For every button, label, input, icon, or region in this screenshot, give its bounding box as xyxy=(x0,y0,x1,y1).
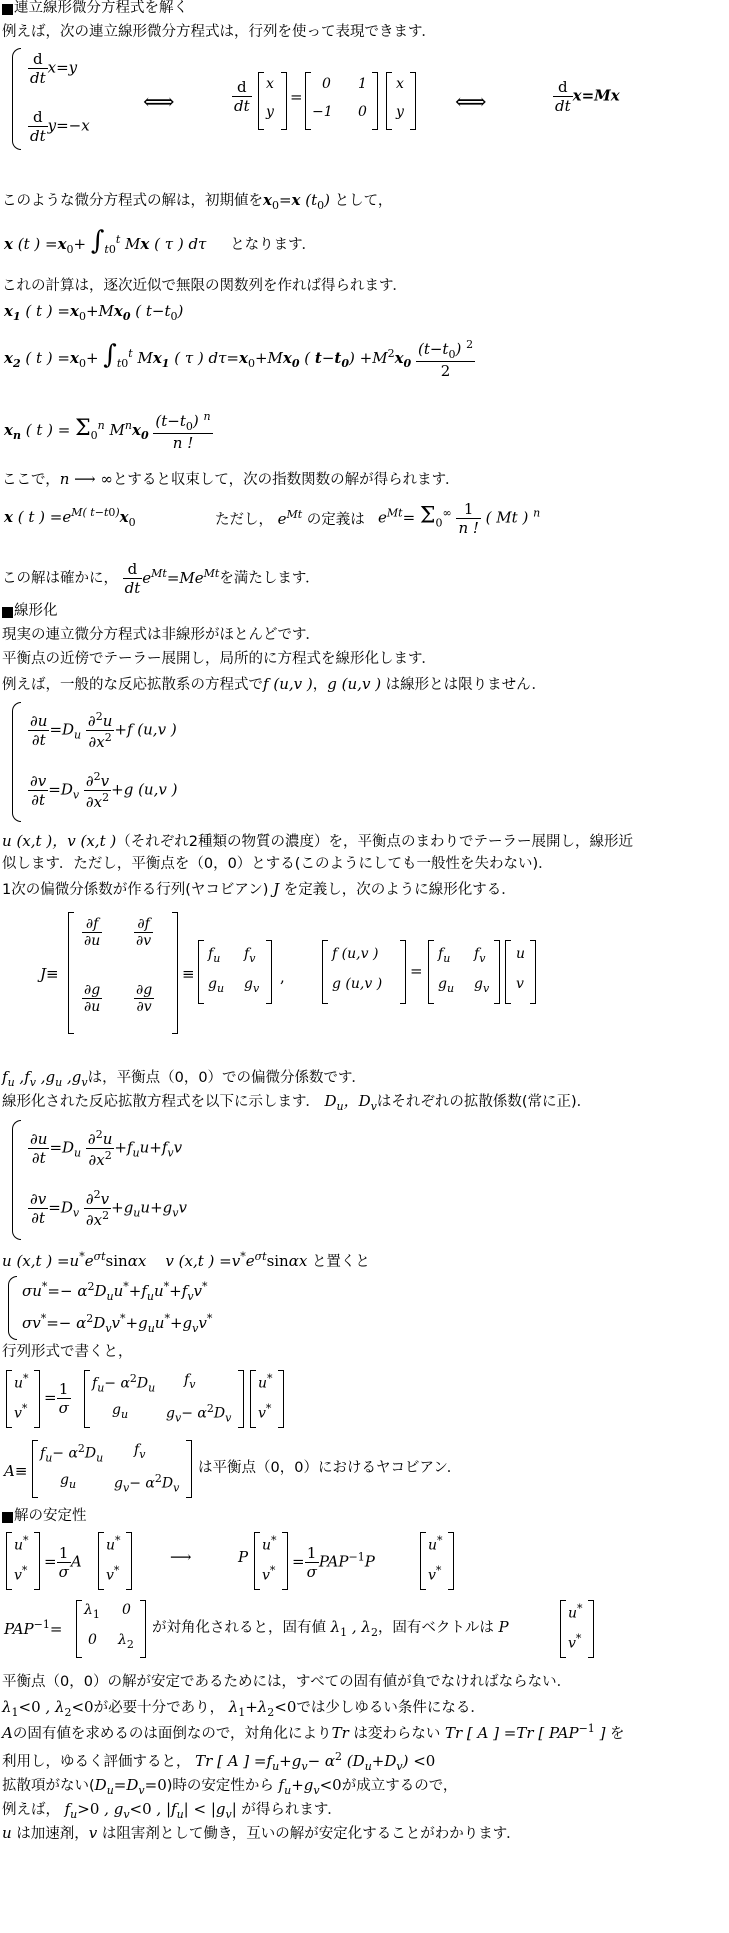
lin-eq-u: $\frac{\partial u}{\partial t}$ $=D_u$ $\frac{\partial^2u}{\partial x^2}$ $+f_uu+f_vv$ xyxy=(30,1128,183,1169)
sigma-eq-u: $\sigma u^*=- \alpha^2D_uu^*+f_uu^*+f_vv^*$ xyxy=(22,1280,208,1303)
rd-eq-v: $\frac{\partial v}{\partial t}$ $=D_v$ $\frac{\partial^2v}{\partial x^2}$ +g (u,v ) xyxy=(30,770,178,811)
satisfies-sentence: この解は確かに， $\frac{d}{dt}$ $e^{Mt}=Me^{Mt}$を満たします． xyxy=(2,560,320,597)
lin-eq-v: $\frac{\partial v}{\partial t}$ $=D_v$ $\frac{\partial^2v}{\partial x^2}$ $+g_uu+g_vv$ xyxy=(30,1188,187,1229)
jac2-bracket-r xyxy=(266,940,272,1004)
section3-q4: Aの固有値を求めるのは面倒なので，対角化によりTr は変わらない Tr [ A ] =Tr [ $PAP^{-1}$ ] を xyxy=(2,1722,625,1742)
sys-bracket-r xyxy=(238,1370,244,1428)
st-u1: u* xyxy=(14,1534,29,1554)
section1-intro: 例えば，次の連立線形微分方程式は，行列を使って表現できます． xyxy=(2,24,436,40)
diag-bracket-l xyxy=(76,1600,82,1658)
st-v3: v* xyxy=(262,1564,276,1584)
st-u4: u* xyxy=(428,1534,443,1554)
limit-sentence: ここで，n ⟶ ∞とすると収束して，次の指数関数の解が得られます． xyxy=(2,470,460,488)
system-brace-4 xyxy=(8,1276,17,1340)
section3-q3: $\lambda_1<0$ , $\lambda_2<0$が必要十分であり， $\lambda_1+\lambda_2<0$では少しゆるい条件になる． xyxy=(2,1698,485,1719)
section3-heading: 解の安定性 xyxy=(14,1508,87,1524)
equiv-sign: ≡ xyxy=(182,965,195,983)
fg-bracket-r xyxy=(400,940,406,1004)
exp-defn-label: ただし， $e^{Mt}$ の定義は xyxy=(215,508,365,528)
vec-x-top: x xyxy=(266,76,274,92)
vec2-y: y xyxy=(396,104,404,120)
mat-entry-01: 1 xyxy=(358,76,367,92)
sys-a12: $f_v$ xyxy=(184,1372,196,1391)
uv-bracket-r xyxy=(530,940,536,1004)
vec-bracket-r2 xyxy=(410,72,416,130)
star-v2: v* xyxy=(258,1402,272,1422)
section2-p4b: 似します．ただし，平衡点を（0，0）とする(このようにしても一般性を失わない)． xyxy=(2,856,553,872)
diag-l2: $\lambda_2$ xyxy=(118,1632,134,1651)
sys-bracket-l xyxy=(84,1370,90,1428)
P-left: P xyxy=(238,1548,249,1566)
jac-dg-du: $\frac{\partial g}{\partial u}$ xyxy=(84,982,101,1015)
diag-bracket-r xyxy=(140,1600,146,1658)
section3-q8: u は加速剤，v は阻害剤として働き，互いの解が安定化することがわかります． xyxy=(2,1824,521,1842)
diag-l1: $\lambda_1$ xyxy=(84,1602,100,1621)
jac3-gv: $g_v$ xyxy=(474,976,490,995)
exp-series: $e^{Mt}= \Sigma_0^\infty$ $\frac{1}{n !}$ ( Mt ) $^n$ xyxy=(378,500,541,537)
jac-dg-dv: $\frac{\partial g}{\partial v}$ xyxy=(136,982,153,1015)
system-brace-2 xyxy=(12,702,21,822)
jac-bracket-l xyxy=(68,912,74,1034)
mat-entry-10: −1 xyxy=(312,104,333,120)
section2-p1: 現実の連立微分方程式は非線形がほとんどです． xyxy=(2,627,320,643)
uv-bracket-l xyxy=(505,940,511,1004)
section1-heading: 連立線形微分方程式を解く xyxy=(14,0,188,16)
star-u1: u* xyxy=(14,1372,29,1392)
sys-a11: $f_u- \alpha^2D_u$ xyxy=(92,1372,156,1395)
vec-y-bottom: y xyxy=(266,104,274,120)
star-u2: u* xyxy=(258,1372,273,1392)
implies-arrow: ⟶ xyxy=(170,1548,192,1566)
st-v1: v* xyxy=(14,1564,28,1584)
vec-bracket-l1 xyxy=(258,72,264,130)
jac-df-dv: $\frac{\partial f}{\partial v}$ xyxy=(136,916,152,949)
section2-p9: 行列形式で書くと， xyxy=(2,1344,133,1360)
section3-q7: 例えば， $f_u>0$ , $g_v<0$ , $|f_u| < |g_v|$ が得られます． xyxy=(2,1800,342,1821)
A-a21: $g_u$ xyxy=(60,1472,77,1491)
section2-heading: 線形化 xyxy=(14,603,58,619)
equiv-arrow-2: ⟺ xyxy=(455,90,487,115)
jac3-bracket-r xyxy=(494,940,500,1004)
mat-entry-11: 0 xyxy=(358,104,367,120)
jac2-fu: $f_u$ xyxy=(208,946,221,965)
equals-2: = xyxy=(410,962,423,980)
mat-bracket-r1 xyxy=(372,72,378,130)
jac2-gv: $g_v$ xyxy=(244,976,260,995)
solution-sentence: このような微分方程式の解は，初期値を$x_0=x$ $(t_0)$ として， xyxy=(2,191,393,212)
ev-bracket-r xyxy=(588,1600,594,1658)
section2-p7: 線形化された反応拡散方程式を以下に示します． $D_u$，$D_v$はそれぞれの拡散係数(常に正)． xyxy=(2,1092,592,1113)
st-u2: u* xyxy=(106,1534,121,1554)
section2-p10: は平衡点（0，0）におけるヤコビアン． xyxy=(198,1460,462,1476)
st-v2: v* xyxy=(106,1564,120,1584)
mat-entry-00: 0 xyxy=(322,76,331,92)
st-bracket-l2 xyxy=(98,1532,104,1590)
heading-marker-3 xyxy=(2,1512,13,1523)
section3-q2: 平衡点（0，0）の解が安定であるためには，すべての固有値が負でなければならない． xyxy=(2,1674,572,1690)
system-brace-1 xyxy=(12,48,21,150)
sys-a22: $g_v- \alpha^2D_v$ xyxy=(166,1402,232,1425)
section2-p4a: u (x,t )，v (x,t )（それぞれ2種類の物質の濃度）を，平衡点のまわりでテーラー展開し，線形近 xyxy=(2,832,633,850)
uv-v: v xyxy=(516,976,524,992)
jac2-fv: $f_v$ xyxy=(244,946,256,965)
jac3-gu: $g_u$ xyxy=(438,976,455,995)
one-over-sigma-1: = $\frac{1}{\sigma}$ xyxy=(44,1380,69,1417)
heading-marker-2 xyxy=(2,607,13,618)
eq-dy-dt: $\frac{d}{dt}$ y=−x xyxy=(30,108,90,145)
star-bracket-l2 xyxy=(250,1370,256,1428)
equals-1: = xyxy=(290,88,303,106)
jac-bracket-r xyxy=(172,912,178,1034)
jac3-fu: $f_u$ xyxy=(438,946,451,965)
xn-equation: $x_n$ ( t ) = $\Sigma_0^n$ $M^nx_0$ $\frac{(t-t_0) ^n}{n !}$ xyxy=(4,410,211,453)
A-bracket-l xyxy=(32,1440,38,1498)
sigma-eq-v: $\sigma v^*=- \alpha^2D_vv^*+g_uu^*+g_vv^*$ xyxy=(22,1312,213,1335)
fg-f: f (u,v ) xyxy=(332,946,379,962)
A-def-label: A≡ xyxy=(4,1462,28,1480)
exp-solution: x ( t ) $=e^{M( t-t0)}x_0$ xyxy=(4,506,136,529)
vec2-x: x xyxy=(396,76,404,92)
fg-g: g (u,v ) xyxy=(332,976,383,992)
st-bracket-l1 xyxy=(6,1532,12,1590)
A-bracket-r xyxy=(186,1440,192,1498)
section3-q1: が対角化されると，固有値 $\lambda_1$ , $\lambda_2$，固有ベクトルは P xyxy=(152,1618,509,1639)
comma-1: , xyxy=(280,968,285,986)
diag-0a: 0 xyxy=(122,1602,131,1618)
st-bracket-l3 xyxy=(254,1532,260,1590)
section2-p5: 1次の偏微分係数が作る行列(ヤコビアン) J を定義し，次のように線形化する． xyxy=(2,880,516,898)
jac2-gu: $g_u$ xyxy=(208,976,225,995)
st-bracket-r2 xyxy=(126,1532,132,1590)
vec-bracket-l2 xyxy=(386,72,392,130)
st-bracket-r3 xyxy=(282,1532,288,1590)
st-v4: v* xyxy=(428,1564,442,1584)
x1-equation: $x_1$ ( t ) $=x_0+Mx_0$ ( $t-t_0$) xyxy=(4,302,184,323)
rd-eq-u: $\frac{\partial u}{\partial t}$ $=D_u$ $\frac{\partial^2u}{\partial x^2}$ +f (u,v ) xyxy=(30,710,177,751)
jac2-bracket-l xyxy=(198,940,204,1004)
A-a12: $f_v$ xyxy=(134,1442,146,1461)
mat-bracket-l1 xyxy=(305,72,311,130)
A-a11: $f_u- \alpha^2D_u$ xyxy=(40,1442,104,1465)
star-bracket-r2 xyxy=(278,1370,284,1428)
star-bracket-r1 xyxy=(34,1370,40,1428)
st-u3: u* xyxy=(262,1534,277,1554)
A-a22: $g_v- \alpha^2D_v$ xyxy=(114,1472,180,1495)
eq-dx-dt: $\frac{d}{dt}$ x=y xyxy=(30,50,78,87)
PAP-inv-label: $PAP^{-1}=$ xyxy=(4,1618,63,1638)
ev-bracket-l xyxy=(560,1600,566,1658)
st-bracket-r1 xyxy=(34,1532,40,1590)
PAP-expression: = $\frac{1}{\sigma}$ $PAP^{-1}P$ xyxy=(292,1544,375,1581)
jac3-bracket-l xyxy=(428,940,434,1004)
x2-equation: $x_2$ ( t ) $=x_0+ \int_{t0}^t$ $Mx_1$ ( τ ) $d\tau=x_0+Mx_0$ ( $t-t_0) +M^2x_0$ $\frac{(t-t_0) ^2}{2}$ xyxy=(4,338,474,381)
section2-p6: $f_u$ $,f_v$ $,g_u$ $,g_v$は，平衡点（0，0）での偏微分係数です． xyxy=(2,1068,366,1089)
heading-marker xyxy=(2,4,13,15)
vec-bracket-r1 xyxy=(281,72,287,130)
section2-p3: 例えば，一般的な反応拡散系の方程式でf (u,v )，g (u,v ) は線形とは限りません． xyxy=(2,675,547,693)
jac3-fv: $f_v$ xyxy=(474,946,486,965)
ev-u: u* xyxy=(568,1602,583,1622)
compact-form: $\frac{d}{dt}$ x=Mx xyxy=(555,78,620,115)
fg-bracket-l xyxy=(322,940,328,1004)
section3-q6: 拡散項がない$(D_u=D_v=0)$時の安定性から $f_u+g_v<0$が成立するので， xyxy=(2,1776,458,1797)
integral-solution: x (t ) $=x_0+ \int_{t0}^t$ Mx ( τ ) dτ となります． xyxy=(4,226,317,256)
sys-a21: $g_u$ xyxy=(112,1402,129,1421)
system-brace-3 xyxy=(12,1120,21,1240)
section3-q5: 利用し，ゆるく評価すると， Tr [ A ] $=f_u+g_v- \alpha^2$ $(D_u+D_v) <0$ xyxy=(2,1750,436,1773)
uv-u: u xyxy=(516,946,526,962)
diag-0b: 0 xyxy=(88,1632,97,1648)
section2-p2: 平衡点の近傍でテーラー展開し，局所的に方程式を線形化します． xyxy=(2,651,436,667)
star-v1: v* xyxy=(14,1402,28,1422)
jac-df-du: $\frac{\partial f}{\partial u}$ xyxy=(84,916,101,949)
st-one-over-sigma: = $\frac{1}{\sigma}$ A xyxy=(44,1544,82,1581)
jacobian-def-label: J≡ xyxy=(40,965,59,983)
matrix-ode: $\frac{d}{dt}$ xyxy=(234,78,250,115)
star-bracket-l1 xyxy=(6,1370,12,1428)
ev-v: v* xyxy=(568,1632,582,1652)
st-bracket-r4 xyxy=(448,1532,454,1590)
equiv-arrow-1: ⟺ xyxy=(143,90,175,115)
section2-p8: u (x,t ) $=u^*e^{\sigma t}\sin\alpha x$ v (x,t ) $=v^*e^{\sigma t}\sin\alpha x$ と置くと xyxy=(2,1250,370,1270)
iteration-sentence: これの計算は，逐次近似で無限の関数列を作れば得られます． xyxy=(2,278,407,294)
st-bracket-l4 xyxy=(420,1532,426,1590)
